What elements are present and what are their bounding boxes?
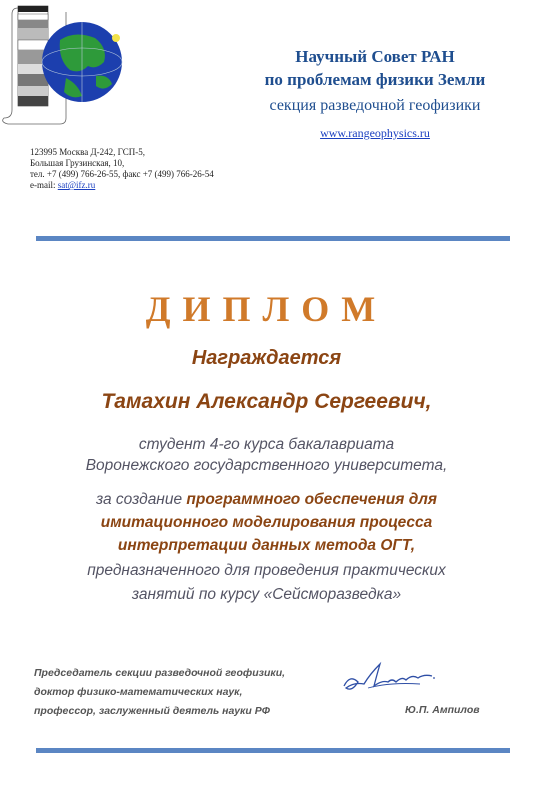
signatory-title: профессор, заслуженный деятель науки РФ (34, 705, 270, 717)
email-label: e-mail: (30, 180, 58, 190)
diploma-title: ДИПЛОМ (145, 289, 388, 329)
award-reason-line5: занятий по курсу «Сейсморазведка» (131, 586, 402, 603)
address-line1: 123995 Москва Д-242, ГСП-5, (30, 147, 145, 157)
award-reason-prefix: за создание (95, 491, 187, 508)
org-name-line2: по проблемам физики Земли (264, 70, 486, 89)
signatory-name: Ю.П. Ампилов (405, 704, 480, 716)
website-link[interactable]: www.rangeophysics.ru (320, 126, 430, 140)
org-section: секция разведочной геофизики (269, 97, 481, 114)
award-reason-line4: предназначенного для проведения практических (87, 562, 446, 579)
award-reason-line2: имитационного моделирования процесса (100, 514, 433, 531)
address-line2: Большая Грузинская, 10, (30, 158, 125, 168)
signatory-degree: доктор физико-математических наук, (34, 686, 243, 698)
award-reason-line3: интерпретации данных метода ОГТ, (117, 537, 416, 554)
handwritten-signature (340, 652, 440, 700)
email-link[interactable]: sat@ifz.ru (57, 180, 96, 190)
recipient-name: Тамахин Александр Сергеевич, (101, 390, 432, 413)
top-divider (36, 236, 510, 241)
organization-logo (0, 0, 140, 128)
phone-fax: тел. +7 (499) 766-26-55, факс +7 (499) 766-26-54 (30, 169, 214, 179)
org-name-line1: Научный Совет РАН (295, 47, 455, 66)
award-reason-line1 (0, 490, 533, 510)
bottom-divider (36, 748, 510, 753)
awarded-label: Награждается (191, 347, 342, 369)
recipient-status: студент 4-го курса бакалавриата (138, 436, 395, 453)
signatory-position: Председатель секции разведочной геофизики, (34, 667, 286, 679)
award-reason-bold: программного обеспечения для (186, 491, 438, 508)
recipient-university: Воронежского государственного университета, (85, 457, 448, 474)
email-line (30, 180, 95, 191)
